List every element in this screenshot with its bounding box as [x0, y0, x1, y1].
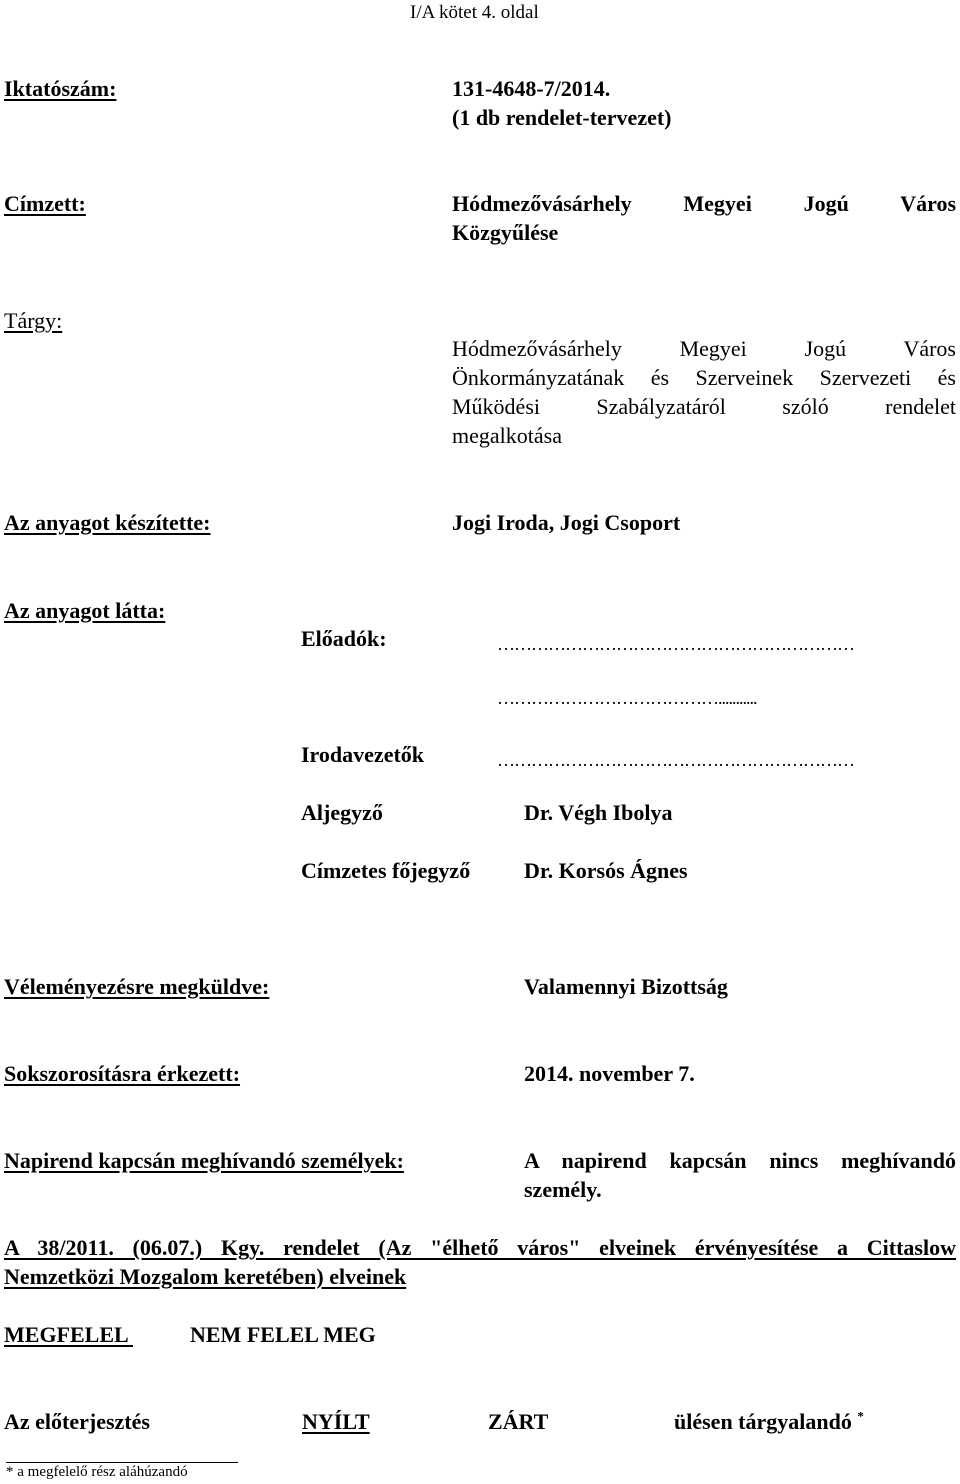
iktatoszam-label: Iktatószám: — [4, 76, 117, 101]
eloadok-line1: ……………………………………………………… — [497, 634, 854, 654]
napirend-value-line2: személy. — [524, 1177, 602, 1202]
asterisk-mark: * — [857, 1408, 864, 1424]
iktatoszam-note: (1 db rendelet-tervezet) — [452, 105, 672, 130]
targy-value-line2: Önkormányzatának és Szerveinek Szervezeti és — [452, 365, 956, 390]
targy-value-line4: megalkotása — [452, 423, 562, 448]
velemenyezesre-value: Valamennyi Bizottság — [524, 974, 728, 999]
irodavezetok-label: Irodavezetők — [301, 742, 425, 767]
napirend-value-line1: A napirend kapcsán nincs meghívandó — [524, 1148, 956, 1173]
rendelet-line2: Nemzetközi Mozgalom keretében) elveinek — [4, 1264, 407, 1289]
sokszorositasra-value: 2014. november 7. — [524, 1061, 695, 1086]
page-header: I/A kötet 4. oldal — [410, 2, 539, 23]
nem-felel-meg-option[interactable]: NEM FELEL MEG — [190, 1322, 376, 1347]
keszitette-label: Az anyagot készítette: — [4, 510, 211, 535]
eloadok-label: Előadók: — [301, 626, 387, 651]
latta-label: Az anyagot látta: — [4, 598, 166, 623]
rendelet-line1 — [4, 1233, 956, 1262]
footnote: * a megfelelő rész aláhúzandó — [6, 1464, 188, 1480]
targy-value-line1: Hódmezővásárhely Megyei Jogú Város — [452, 336, 956, 361]
targy-value-line3: Működési Szabályzatáról szóló rendelet — [452, 394, 956, 419]
ulesen-targyalando-text: ülésen tárgyalandó — [674, 1409, 852, 1434]
sokszorositasra-label: Sokszorosításra érkezett: — [4, 1061, 241, 1086]
fojegyzo-label: Címzetes főjegyző — [301, 858, 471, 883]
rendelet-line1-text: A 38/2011. (06.07.) Kgy. rendelet (Az "élhető város" elveinek érvényesítése a Cittaslow — [4, 1235, 956, 1260]
aljegyzo-label: Aljegyző — [301, 800, 383, 825]
megfelel-option[interactable]: MEGFELEL — [4, 1322, 133, 1347]
ulesen-targyalando — [674, 1407, 864, 1436]
nyilt-option[interactable]: NYÍLT — [302, 1409, 370, 1434]
eloadok-line2: …………………………………........... — [497, 688, 757, 708]
zart-option[interactable]: ZÁRT — [488, 1409, 549, 1434]
targy-label: Tárgy: — [4, 308, 63, 333]
iktatoszam-value: 131-4648-7/2014. — [452, 76, 611, 101]
cimzett-value-line2: Közgyűlése — [452, 220, 559, 245]
napirend-label: Napirend kapcsán meghívandó személyek: — [4, 1148, 404, 1173]
keszitette-value: Jogi Iroda, Jogi Csoport — [452, 510, 681, 535]
cimzett-label: Címzett: — [4, 191, 86, 216]
footnote-divider — [6, 1462, 238, 1463]
velemenyezesre-label: Véleményezésre megküldve: — [4, 974, 270, 999]
fojegyzo-value: Dr. Korsós Ágnes — [524, 858, 688, 883]
cimzett-value-line1: Hódmezővásárhely Megyei Jogú Város — [452, 191, 956, 216]
aljegyzo-value: Dr. Végh Ibolya — [524, 800, 673, 825]
eloterjesztes-label: Az előterjesztés — [4, 1409, 150, 1434]
irodavezetok-line: ……………………………………………………… — [497, 750, 854, 770]
